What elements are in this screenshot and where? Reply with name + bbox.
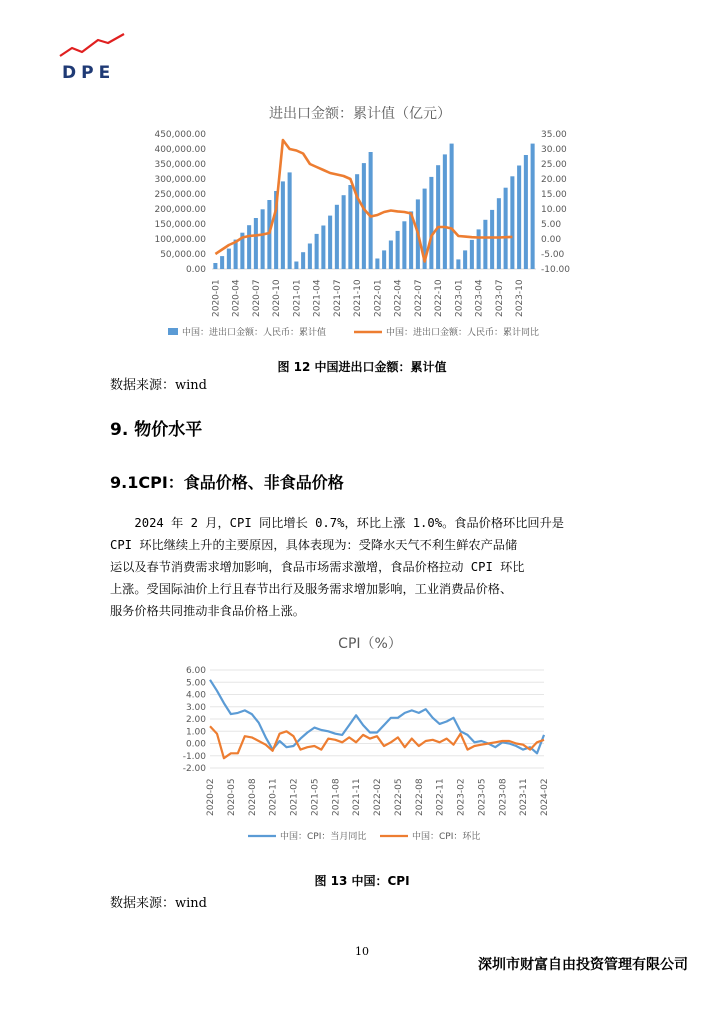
paragraph-line: CPI 环比继续上升的主要原因，具体表现为：受降水天气不利生鲜农产品储 (110, 538, 518, 552)
figure-12-source: 数据来源：wind (110, 378, 207, 393)
x-tick-label: 2021-05 (310, 778, 321, 816)
x-tick-label: 2021-02 (289, 778, 300, 816)
left-tick-label: 50,000.00 (160, 250, 206, 260)
x-tick-label: 2020-07 (251, 279, 262, 317)
bar (450, 144, 454, 269)
x-tick-label: 2020-11 (268, 778, 279, 816)
bar (402, 221, 406, 269)
x-tick-label: 2021-07 (332, 279, 343, 317)
chart-title: CPI（%） (338, 636, 402, 652)
x-tick-label: 2023-08 (498, 778, 509, 816)
bar (220, 256, 224, 269)
legend-line-label: 中国：进出口金额：人民币：累计同比 (386, 328, 540, 338)
section-9-1-title: 9.1CPI：食品价格、非食品价格 (110, 473, 344, 492)
bar (504, 188, 508, 269)
right-tick-label: -10.00 (541, 265, 571, 275)
bar (294, 262, 298, 270)
x-tick-label: 2024-02 (540, 778, 550, 816)
x-axis-ticks (211, 279, 525, 317)
right-tick-label: 25.00 (541, 160, 567, 170)
bar (510, 176, 514, 269)
chart-title: 进出口金额：累计值（亿元） (269, 106, 451, 122)
legend-bar-label: 中国：进出口金额：人民币：累计值 (182, 328, 327, 338)
left-tick-label: 250,000.00 (154, 190, 206, 200)
bar-series (213, 144, 534, 269)
x-tick-label: 2023-10 (515, 279, 526, 317)
x-tick-label: 2020-05 (226, 778, 237, 816)
paragraph-line: 2024 年 2 月，CPI 同比增长 0.7%，环比上涨 1.0%。食品价格环比回升是 (134, 516, 564, 530)
bar (342, 195, 346, 269)
bar (315, 234, 319, 269)
logo-accent-swoosh (60, 34, 124, 56)
legend-mom-label: 中国：CPI：环比 (412, 832, 481, 842)
right-tick-label: 10.00 (541, 205, 567, 215)
x-tick-label: 2023-01 (454, 279, 465, 317)
x-tick-label: 2021-08 (331, 778, 342, 816)
x-tick-label: 2023-11 (519, 778, 530, 816)
paragraph-line: 上涨。受国际油价上行且春节出行及服务需求增加影响，工业消费品价格、 (110, 582, 513, 596)
bar (524, 155, 528, 269)
bar (355, 174, 359, 269)
bar (335, 205, 339, 269)
bar (531, 144, 535, 269)
y-tick-label: 3.00 (185, 702, 206, 713)
legend (168, 326, 539, 338)
figure-13-caption: 图 13 中国：CPI (314, 874, 410, 888)
right-axis-ticks (541, 130, 570, 275)
legend (248, 830, 480, 842)
bar (490, 210, 494, 269)
bar (436, 165, 440, 269)
x-tick-label: 2023-05 (477, 778, 488, 816)
x-tick-label: 2021-11 (352, 778, 363, 816)
bar (517, 166, 521, 270)
x-tick-label: 2022-08 (414, 778, 425, 816)
right-tick-label: 0.00 (541, 235, 562, 245)
bar (261, 209, 265, 269)
figure-13-source: 数据来源：wind (110, 896, 207, 911)
left-tick-label: 0.00 (185, 265, 206, 275)
figure-12-caption: 图 12 中国进出口金额：累计值 (277, 360, 447, 374)
trade-value-chart (120, 92, 600, 352)
bar (497, 198, 501, 269)
paragraph-line: 服务价格共同推动非食品价格上涨。 (110, 604, 305, 618)
bar (463, 250, 467, 269)
bar (470, 240, 474, 269)
x-tick-label: 2022-07 (413, 279, 424, 317)
y-tick-label: 5.00 (185, 678, 206, 689)
x-tick-label: 2022-10 (434, 279, 445, 317)
section-9-title: 9. 物价水平 (110, 420, 203, 440)
left-tick-label: 400,000.00 (154, 145, 206, 155)
y-tick-label: 2.00 (185, 715, 206, 725)
bar (213, 263, 217, 269)
bar (227, 249, 231, 269)
x-tick-label: 2022-05 (393, 778, 404, 816)
x-tick-label: 2023-02 (456, 778, 467, 816)
x-tick-label: 2020-04 (231, 279, 242, 317)
right-tick-label: 5.00 (541, 220, 562, 230)
x-tick-label: 2022-11 (435, 778, 446, 816)
right-tick-label: 20.00 (541, 175, 567, 185)
right-tick-label: -5.00 (541, 250, 565, 260)
x-tick-label: 2021-10 (353, 279, 364, 317)
x-tick-label: 2020-08 (247, 778, 258, 816)
bar (483, 220, 487, 269)
x-tick-label: 2020-01 (211, 279, 222, 317)
left-tick-label: 150,000.00 (154, 220, 206, 230)
bar (389, 241, 393, 270)
x-tick-label: 2020-02 (206, 778, 216, 816)
bar (328, 216, 332, 269)
x-tick-label: 2020-10 (272, 279, 283, 317)
right-tick-label: 15.00 (541, 190, 567, 200)
bar (443, 154, 447, 269)
x-tick-label: 2021-01 (292, 279, 303, 317)
bar (321, 226, 325, 270)
bar (348, 185, 352, 269)
cpi-chart (170, 628, 570, 858)
legend-yoy-label: 中国：CPI：当月同比 (280, 832, 367, 842)
y-tick-label: 1.00 (185, 727, 206, 738)
right-tick-label: 30.00 (541, 145, 567, 155)
bar (288, 172, 292, 269)
left-tick-label: 100,000.00 (154, 235, 206, 245)
y-tick-label: 6.00 (185, 666, 206, 676)
x-axis-ticks (206, 778, 550, 816)
bar (375, 259, 379, 270)
left-tick-label: 350,000.00 (154, 160, 206, 170)
bar (477, 229, 481, 269)
bar (247, 225, 251, 269)
right-tick-label: 35.00 (541, 130, 567, 140)
x-tick-label: 2023-04 (474, 279, 485, 317)
bar (362, 163, 366, 269)
y-tick-label: -1.00 (182, 751, 206, 762)
x-tick-label: 2022-02 (373, 778, 383, 816)
left-tick-label: 300,000.00 (154, 175, 206, 185)
left-tick-label: 200,000.00 (154, 205, 206, 215)
bar (308, 244, 312, 270)
x-tick-label: 2022-01 (373, 279, 384, 317)
x-tick-label: 2021-04 (312, 279, 323, 317)
y-tick-label: 0.00 (185, 739, 206, 750)
left-axis-ticks (154, 130, 206, 275)
company-name: 深圳市财富自由投资管理有限公司 (478, 957, 688, 973)
page-number: 10 (355, 945, 369, 958)
bar (396, 231, 400, 269)
y-axis-ticks (183, 666, 207, 774)
y-tick-label: 4.00 (185, 690, 206, 701)
bar (382, 250, 386, 269)
bar (456, 259, 460, 269)
x-tick-label: 2022-04 (393, 279, 404, 317)
company-logo (58, 30, 128, 82)
x-tick-label: 2023-07 (494, 279, 505, 317)
logo-text: DPE (62, 63, 116, 82)
paragraph-line: 运以及春节消费需求增加影响，食品市场需求激增，食品价格拉动 CPI 环比 (110, 560, 525, 574)
bar (429, 177, 433, 269)
bar (254, 218, 258, 269)
left-tick-label: 450,000.00 (154, 130, 206, 140)
legend-bar-swatch (168, 328, 178, 335)
bar (369, 152, 373, 269)
bar (301, 252, 305, 269)
cpi-paragraph (110, 512, 630, 622)
gridlines (210, 670, 544, 768)
y-tick-label: -2.00 (182, 764, 206, 774)
bar (281, 181, 285, 269)
